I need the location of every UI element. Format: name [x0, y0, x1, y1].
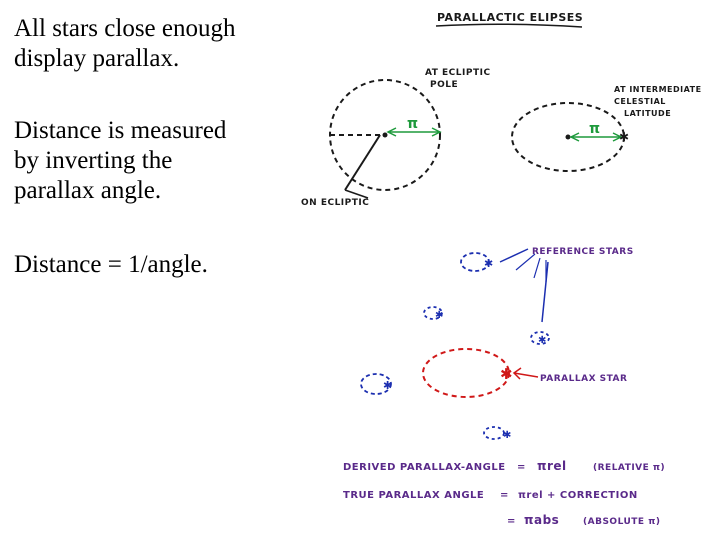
label-intermediate-3: LATITUDE: [624, 109, 672, 118]
label-ecliptic-pole-2: POLE: [430, 80, 459, 90]
label-intermediate-2: CELESTIAL: [614, 97, 666, 106]
eq-derived-left: DERIVED PARALLAX-ANGLE: [343, 462, 506, 473]
eq-abs-note: (ABSOLUTE π): [583, 517, 661, 527]
ref-pointer-5: [542, 262, 548, 322]
title-underline: [436, 24, 582, 27]
eq-derived-note: (RELATIVE π): [593, 463, 666, 473]
ecliptic-pointer: [345, 190, 368, 198]
reference-star-5: ✱: [503, 430, 512, 441]
label-on-ecliptic: ON ECLIPTIC: [301, 198, 370, 208]
label-parallax-star: PARALLAX STAR: [540, 374, 628, 384]
pi-symbol-intermediate: π: [589, 121, 601, 137]
ref-pointer-1: [500, 249, 528, 262]
label-ecliptic-pole-1: AT ECLIPTIC: [425, 68, 491, 78]
parallax-star-ellipse: [423, 349, 509, 397]
slide-text-parallax: All stars close enough display parallax.: [14, 15, 236, 72]
slide-text-distance-formula: Distance = 1/angle.: [14, 251, 208, 278]
label-reference-stars: REFERENCE STARS: [532, 247, 634, 257]
eq-true-right: πrel + CORRECTION: [518, 490, 638, 501]
ecliptic-pole-center: [383, 133, 388, 138]
eq-true-eq: =: [500, 490, 509, 501]
ecliptic-line: [345, 135, 380, 190]
eq-abs-right: πabs: [524, 513, 560, 527]
eq-derived-eq: =: [517, 462, 526, 473]
reference-star-ellipse-5: [484, 427, 504, 439]
parallax-star: ✱: [500, 365, 513, 383]
eq-true-left: TRUE PARALLAX ANGLE: [343, 490, 485, 501]
label-intermediate-1: AT INTERMEDIATE: [614, 85, 702, 94]
reference-star-3: ✱: [538, 335, 547, 346]
reference-star-2: ✱: [435, 310, 444, 321]
pi-symbol-pole: π: [407, 116, 419, 132]
star-mark-intermediate: ✱: [619, 130, 630, 144]
eq-abs-eq: =: [507, 516, 516, 527]
ref-pointer-3: [534, 258, 540, 278]
reference-star-1: ✱: [484, 257, 494, 270]
diagram-title: PARALLACTIC ELIPSES: [437, 11, 584, 24]
slide-text-distance-measure: Distance is measured by inverting the parallax angle.: [14, 117, 227, 204]
eq-derived-right: πrel: [537, 459, 567, 473]
reference-star-4: ✱: [383, 379, 393, 392]
